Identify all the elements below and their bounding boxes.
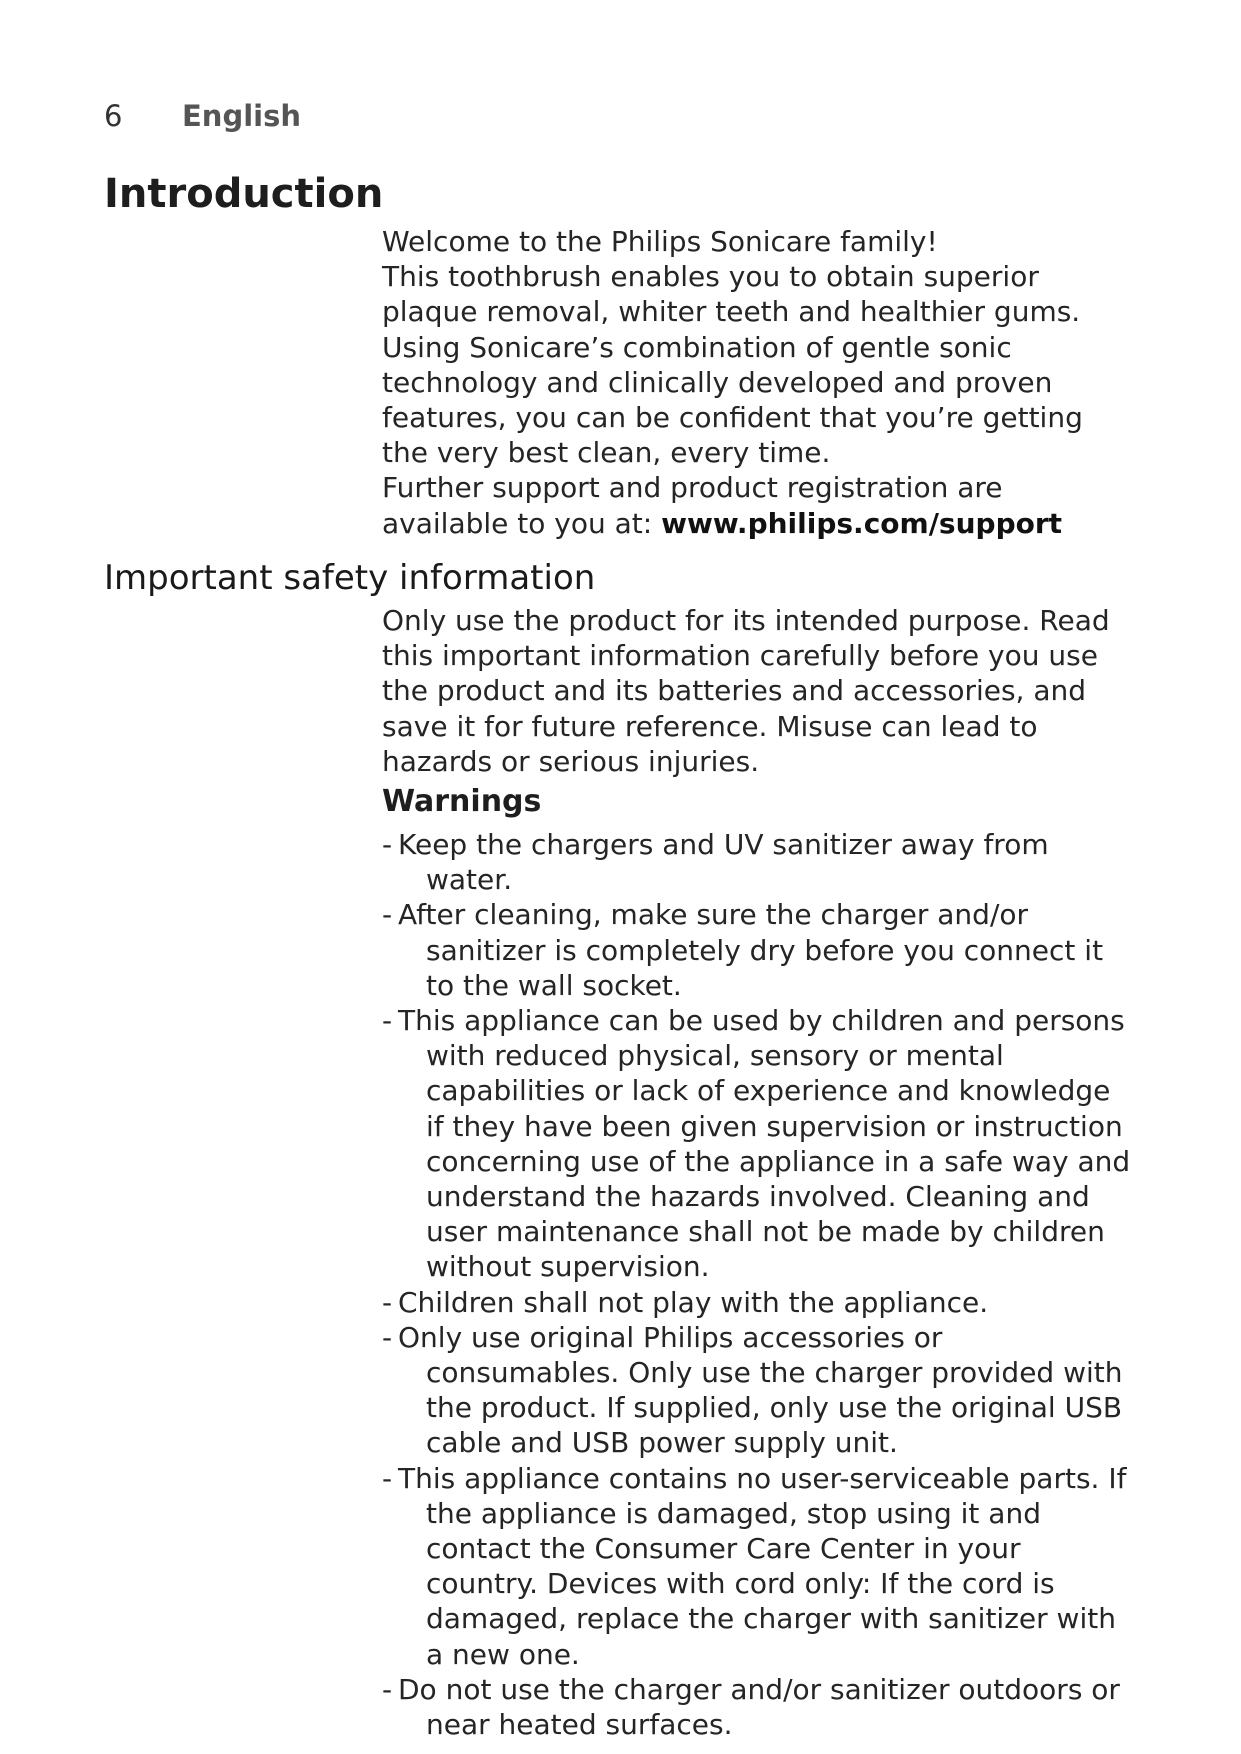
warning-text: Only use original Philips accessories or consumables. Only use the charger provided with the product. If supplied, only use the original USB cable and USB power supply unit. [398,1320,1123,1460]
warning-text: After cleaning, make sure the charger and/or sanitizer is completely dry before you connect it to the wall socket. [398,898,1104,1002]
warning-item [382,827,1132,897]
warning-item [382,1285,1132,1320]
warning-text: Children shall not play with the appliance. [398,1285,989,1319]
introduction-heading: Introduction [104,171,384,217]
warning-text: Keep the chargers and UV sanitizer away from water. [398,828,1049,897]
warning-item [382,1672,1132,1742]
safety-heading: Important safety information [104,558,596,598]
warnings-heading: Warnings [382,784,542,820]
page-number: 6 [104,99,123,133]
dash-bullet: - [382,1285,393,1319]
warning-text: This appliance can be used by children and persons with reduced physical, sensory or mental capabilities or lack of experience and knowledge if they have been given supervision or instruction concerning use of the appliance in a safe way and understand the hazards involved. Cleaning and user maintenance shall not be made by children without supervision. [398,1004,1131,1284]
dash-bullet: - [382,898,393,932]
dash-bullet: - [382,1320,393,1354]
safety-intro: Only use the product for its intended purpose. Read this important information carefully before you use the product and its batteries and accessories, and save it for future reference. Misuse can lead to hazards or serious injuries. [382,604,1110,778]
warning-item [382,897,1132,1003]
safety-section [382,603,1132,1742]
page-header [104,98,301,134]
header-language: English [182,99,302,133]
support-text: Further support and product registration are available to you at: [382,471,1003,540]
warning-text: Do not use the charger and/or sanitizer outdoors or near heated surfaces. [398,1672,1120,1742]
warning-item [382,1461,1132,1672]
support-link[interactable]: www.philips.com/support [661,506,1063,540]
dash-bullet: - [382,828,393,862]
warning-text: This appliance contains no user-serviceable parts. If the appliance is damaged, stop using it and contact the Consumer Care Center in your country. Devices with cord only: If the cord is damaged, replace the charger with sanitizer with a new one. [398,1461,1127,1671]
warning-item [382,1003,1132,1285]
support-paragraph [382,470,1132,540]
warning-item [382,1320,1132,1461]
welcome-text: Welcome to the Philips Sonicare family! [382,225,938,258]
introduction-body: This toothbrush enables you to obtain superior plaque removal, whiter teeth and healthier gums. Using Sonicare’s combination of gentle sonic technology and clinically developed and proven features, you can be confident that you’re getting the very best clean, every time. [382,260,1083,470]
warnings-list [382,827,1132,1742]
dash-bullet: - [382,1672,393,1706]
dash-bullet: - [382,1004,393,1038]
introduction-section [382,224,1132,541]
dash-bullet: - [382,1461,393,1495]
